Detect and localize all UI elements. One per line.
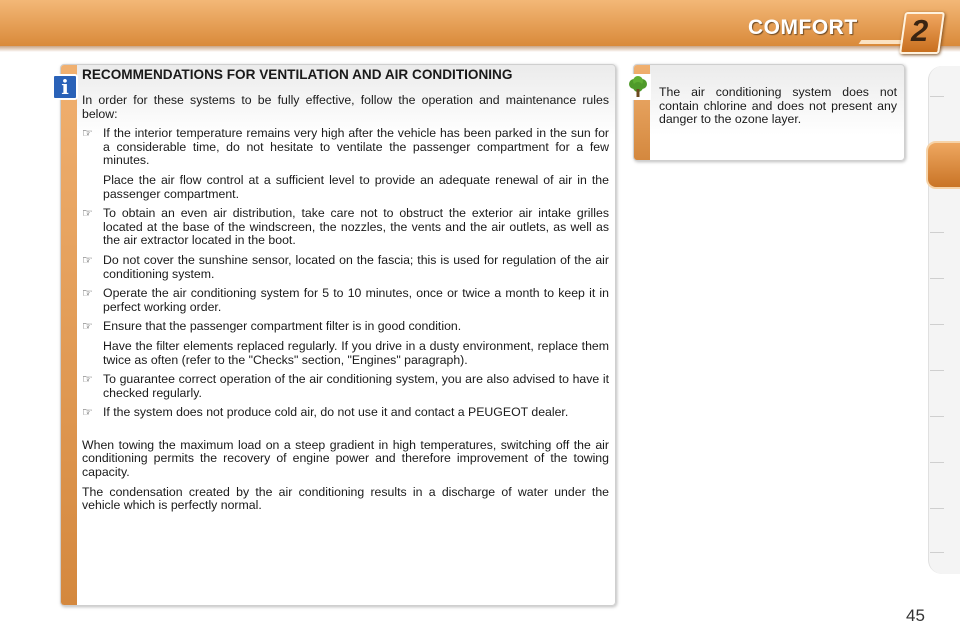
active-chapter-tab[interactable]: [926, 141, 960, 189]
list-item: [82, 373, 609, 400]
paragraph-gap: [82, 426, 609, 439]
environment-note: The air conditioning system does not contain chlorine and does not present any danger to the ozone layer.: [659, 85, 897, 127]
recommendations-content: [82, 68, 609, 519]
chapter-number: 2: [911, 13, 929, 48]
list-item-text: If the interior temperature remains very high after the vehicle has been parked in the sun for a considerable time, do not hesitate to ventilate the passenger compartment for a few minutes.: [103, 126, 609, 168]
tab-divider: [930, 416, 944, 417]
list-item: [82, 320, 609, 334]
list-item-text: If the system does not produce cold air, do not use it and contact a PEUGEOT dealer.: [103, 405, 569, 420]
list-item-text: Do not cover the sunshine sensor, located on the fascia; this is used for regulation of the air conditioning system.: [103, 252, 609, 281]
tab-divider: [930, 508, 944, 509]
tab-divider: [930, 462, 944, 463]
list-item-text: Ensure that the passenger compartment filter is in good condition.: [103, 319, 462, 334]
page-number: 45: [906, 606, 925, 625]
list-item: [82, 254, 609, 281]
condensation-paragraph: The condensation created by the air conditioning results in a discharge of water under the vehicle which is perfectly normal.: [82, 484, 609, 513]
header-shadow: [0, 46, 960, 52]
info-icon: i: [52, 74, 78, 100]
list-item: [82, 287, 609, 314]
section-heading: RECOMMENDATIONS FOR VENTILATION AND AIR CONDITIONING: [82, 67, 513, 82]
pointing-hand-icon: ☞: [82, 372, 93, 387]
pointing-hand-icon: ☞: [82, 252, 93, 267]
section-title: COMFORT: [748, 16, 858, 39]
intro-paragraph: In order for these systems to be fully effective, follow the operation and maintenance rules below:: [82, 93, 609, 121]
tab-divider: [930, 552, 944, 553]
panel-stripe: [61, 65, 77, 605]
tree-icon: [625, 74, 651, 100]
towing-paragraph: When towing the maximum load on a steep gradient in high temperatures, switching off the air conditioning permits the recovery of engine power and therefore improvement of the towing capacity.: [82, 437, 609, 480]
pointing-hand-icon: ☞: [82, 319, 93, 334]
tab-divider: [930, 370, 944, 371]
tab-divider: [930, 96, 944, 97]
list-item-text: To guarantee correct operation of the air conditioning system, you are also advised to have it checked regularly.: [103, 372, 609, 400]
list-item: [82, 207, 609, 248]
list-item-note: Have the filter elements replaced regularly. If you drive in a dusty environment, replace them twice as often (refer to the "Checks" section, "Engines" paragraph).: [103, 338, 609, 367]
tab-divider: [930, 324, 944, 325]
tab-divider: [930, 278, 944, 279]
pointing-hand-icon: ☞: [82, 286, 93, 301]
list-item-note: Place the air flow control at a sufficient level to provide an adequate renewal of air in the passenger compartment.: [103, 172, 609, 201]
pointing-hand-icon: ☞: [82, 206, 93, 221]
list-item: [82, 406, 609, 420]
pointing-hand-icon: ☞: [82, 126, 93, 141]
pointing-hand-icon: ☞: [82, 405, 93, 420]
list-item: [82, 127, 609, 168]
tab-divider: [930, 232, 944, 233]
list-item-text: To obtain an even air distribution, take care not to obstruct the exterior air intake grilles located at the base of the windscreen, the nozzles, the vents and the air outlets, as well as the air extractor located in the boot.: [103, 206, 609, 248]
list-item-text: Operate the air conditioning system for 5 to 10 minutes, once or twice a month to keep it in perfect working order.: [103, 286, 609, 314]
